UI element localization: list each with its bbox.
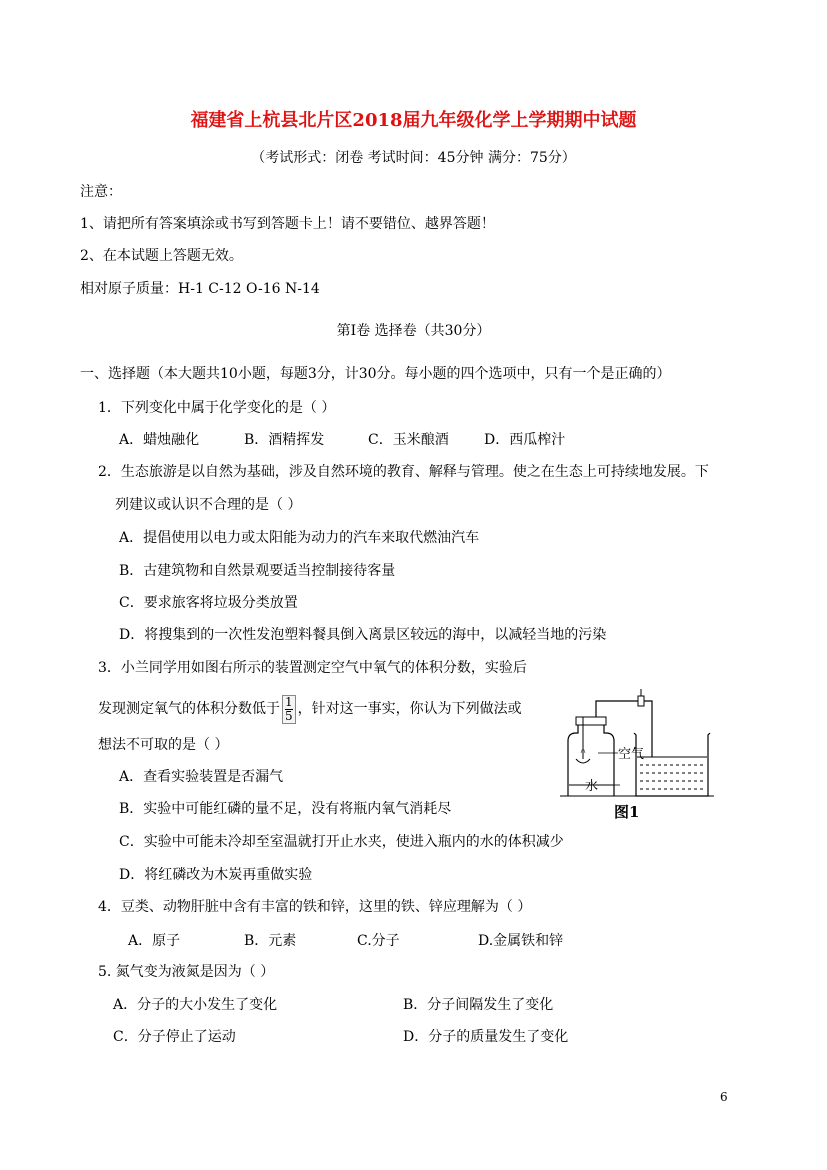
q2-stem-line2: 列建议或认识不合理的是（ ）: [115, 497, 302, 513]
water-clamp: [638, 696, 644, 706]
experiment-apparatus-figure: [558, 683, 716, 823]
q3-option-b: B．实验中可能红磷的量不足，没有将瓶内氧气消耗尽: [119, 801, 452, 817]
q3-option-a: A．查看实验装置是否漏气: [119, 769, 284, 785]
q1-option-d: D．西瓜榨汁: [484, 432, 566, 448]
q1-option-a: A．蜡烛融化: [119, 432, 200, 448]
q4-option-b: B．元素: [244, 933, 297, 949]
q1-option-b: B．酒精挥发: [244, 432, 325, 448]
combustion-spoon: [576, 759, 590, 763]
q3-option-c: C．实验中可能未冷却至室温就打开止水夹，使进入瓶内的水的体积减少: [119, 834, 564, 850]
q2-option-d: D．将搜集到的一次性发泡塑料餐具倒入离景区较远的海中，以减轻当地的污染: [119, 627, 607, 643]
fraction-one-fifth: [282, 695, 296, 724]
label-air: 空气: [618, 747, 645, 762]
q5-option-d: D．分子的质量发生了变化: [403, 1029, 569, 1045]
atomic-mass-line: 相对原子质量：H-1 C-12 O-16 N-14: [80, 281, 320, 297]
q3-stem-line2-post: ，针对这一事实，你认为下列做法或: [297, 701, 522, 717]
fraction-numerator: 1: [285, 694, 293, 709]
q4-stem: 4．豆类、动物肝脏中含有丰富的铁和锌，这里的铁、锌应理解为（ ）: [98, 899, 532, 915]
exam-title: 福建省上杭县北片区2018届九年级化学上学期期中试题: [190, 110, 637, 131]
q4-option-d: D.金属铁和锌: [478, 933, 564, 949]
exam-subtitle: （考试形式：闭卷 考试时间：45分钟 满分：75分）: [251, 150, 576, 166]
q3-stem-line1: 3．小兰同学用如图右所示的装置测定空气中氧气的体积分数，实验后: [98, 660, 527, 676]
q3-stem-line3: 想法不可取的是（ ）: [98, 737, 229, 753]
q1-stem: 1．下列变化中属于化学变化的是（ ）: [98, 400, 336, 416]
q4-option-a: A．原子: [128, 933, 181, 949]
q1-option-c: C．玉米酿酒: [368, 432, 449, 448]
q3-stem-line2-pre: 发现测定氧气的体积分数低于: [98, 701, 280, 717]
q5-option-c: C．分子停止了运动: [113, 1029, 236, 1045]
label-water: 水: [584, 779, 598, 794]
bottle-stopper: [576, 717, 606, 725]
section-title: 第Ⅰ卷 选择卷（共30分）: [336, 323, 491, 339]
note-item-2: 2、在本试题上答题无效。: [80, 248, 243, 264]
q2-stem-line1: 2．生态旅游是以自然为基础，涉及自然环境的教育、解释与管理。使之在生态上可持续地发展。下: [98, 464, 709, 480]
q3-stem-line2: [98, 694, 522, 724]
q5-option-b: B．分子间隔发生了变化: [403, 997, 554, 1013]
fraction-denominator: 5: [285, 708, 293, 723]
q2-option-c: C．要求旅客将垃圾分类放置: [119, 595, 298, 611]
note-item-1: 1、请把所有答案填涂或书写到答题卡上！请不要错位、越界答题！: [80, 216, 495, 232]
figure-caption: 图1: [614, 803, 640, 821]
q2-option-b: B．古建筑物和自然景观要适当控制接待客量: [119, 563, 396, 579]
q5-option-a: A．分子的大小发生了变化: [113, 997, 278, 1013]
q4-option-c: C.分子: [357, 933, 400, 949]
q5-stem: 5. 氮气变为液氮是因为（ ）: [98, 964, 275, 980]
q3-option-d: D．将红磷改为木炭再重做实验: [119, 867, 313, 883]
glass-tube-left: [596, 701, 638, 717]
page-number: 6: [720, 1090, 728, 1104]
notes-heading: 注意：: [80, 184, 122, 200]
section-instructions: 一、选择题（本大题共10小题，每题3分，计30分。每小题的四个选项中，只有一个是正确的）: [80, 366, 671, 382]
q2-option-a: A．提倡使用以电力或太阳能为动力的汽车来取代燃油汽车: [119, 530, 480, 546]
